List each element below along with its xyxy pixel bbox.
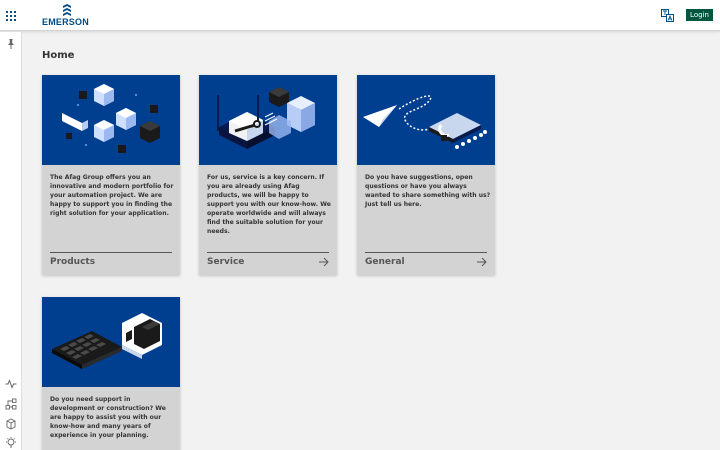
card-illustration [199, 75, 337, 165]
network-icon[interactable] [5, 398, 17, 410]
service-illustration [199, 75, 337, 165]
translate-icon[interactable] [661, 9, 674, 22]
side-nav [0, 32, 22, 450]
pin-icon[interactable] [5, 38, 17, 50]
card-general[interactable] [357, 75, 495, 275]
card-description: Do you need support in development or construction? We are happy to assist you with our know-how and many years of experience in your planning. [50, 396, 166, 439]
card-title[interactable]: Products [50, 257, 96, 267]
card-description: The Afag Group offers you an innovative and modern portfolio for your automation project. We are happy to support you in finding the right solution for your application. [50, 174, 174, 217]
products-illustration [42, 75, 180, 165]
card-illustration [42, 75, 180, 165]
card-products[interactable] [42, 75, 180, 275]
activity-icon[interactable] [5, 378, 17, 390]
card-illustration [357, 75, 495, 165]
grid-icon[interactable] [6, 11, 16, 21]
arrow-right-icon[interactable] [476, 257, 487, 267]
engineering-illustration [42, 297, 180, 387]
card-description: For us, service is a key concern. If you are already using Afag products, we will be happy to support you with our know-how. We operate worldwide and will always find the suitable solution for your needs. [207, 174, 331, 235]
card-divider [50, 252, 172, 253]
general-illustration [357, 75, 495, 165]
card-engineering[interactable] [42, 297, 180, 450]
emerson-logo-mark [62, 4, 72, 17]
emerson-logo[interactable] [42, 4, 98, 26]
card-illustration [42, 297, 180, 387]
box-icon[interactable] [5, 418, 17, 430]
top-bar [0, 0, 720, 31]
lightbulb-icon[interactable] [5, 437, 17, 449]
page-title: Home [42, 50, 75, 61]
login-button[interactable]: Login [686, 9, 713, 21]
arrow-right-icon[interactable] [318, 257, 329, 267]
card-service[interactable] [199, 75, 337, 275]
card-divider [207, 252, 329, 253]
card-divider [365, 252, 487, 253]
card-title[interactable]: General [365, 257, 405, 267]
brand-name: EMERSON [42, 17, 89, 27]
card-title[interactable]: Service [207, 257, 245, 267]
card-description: Do you have suggestions, open questions or have you always wanted to share something with us? Just tell us here. [365, 174, 491, 208]
